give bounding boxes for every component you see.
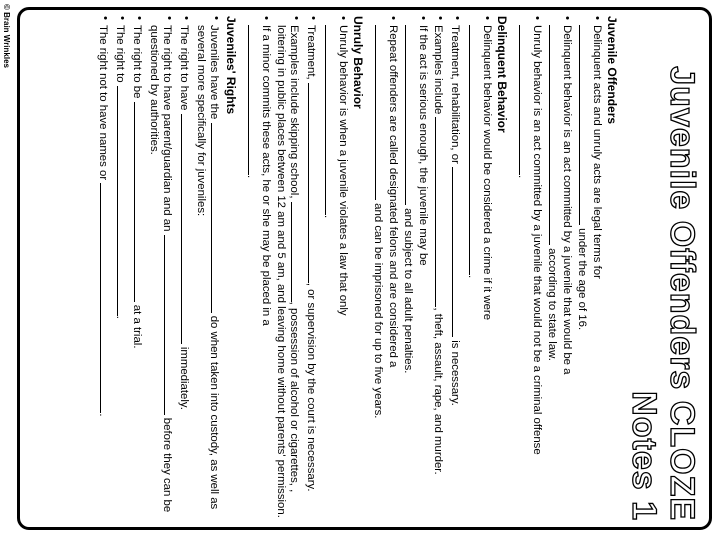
fill-blank[interactable] <box>325 25 336 215</box>
list-item: • Delinquent behavior would be considered a crime if it were . <box>465 16 493 527</box>
list-item: • If a minor commits these acts, he or she may be placed in a . <box>244 16 272 527</box>
fill-blank[interactable] <box>291 202 302 302</box>
fill-blank[interactable] <box>117 86 128 316</box>
worksheet-frame <box>17 7 712 530</box>
list-item: • Examples include skipping school, , possession of alcohol or cigarettes, , loitering in public places between 12 am and 5 am, and leaving home without parents' permission. <box>274 16 302 527</box>
list-item: • Juveniles have the do when taken into custody, as well as several more specifically for juveniles: <box>194 16 222 527</box>
fill-blank[interactable] <box>248 25 259 175</box>
fill-blank[interactable] <box>435 117 446 307</box>
list-item: • Delinquent behavior is an act committed by a juvenile that would be a according to state law. <box>545 16 573 527</box>
fill-blank[interactable] <box>405 25 416 205</box>
worksheet-title: Juvenile Offenders CLOZE Notes 1 <box>625 66 701 521</box>
section-heading: Juveniles' Rights <box>224 16 238 115</box>
section-heading: Delinquent Behavior <box>495 16 509 133</box>
list-item: • Delinquent acts and unruly acts are legal terms for under the age of 16. <box>575 16 603 527</box>
fill-blank[interactable] <box>579 25 590 225</box>
fill-blank[interactable] <box>469 25 480 275</box>
list-item: • Treatment, , or supervision by the court is necessary. <box>304 16 319 527</box>
list-item: • The right to have parent/guardian and an before they can be questioned by authorities. <box>147 16 175 527</box>
list-item: • Examples include , theft, assault, rape, and murder. <box>431 16 446 527</box>
fill-blank[interactable] <box>211 123 222 313</box>
section-unruly-behavior <box>244 16 365 527</box>
worksheet-content <box>17 10 709 530</box>
fill-blank[interactable] <box>375 25 386 200</box>
list-item: • Unruly behavior is an act committed by a juvenile that would not be a criminal offense . <box>515 16 543 527</box>
section-heading: Unruly Behavior <box>351 16 365 109</box>
fill-blank[interactable] <box>100 183 111 413</box>
copyright-text: © Brain Wrinkles <box>2 4 11 68</box>
section-heading: Juvenile Offenders <box>605 16 619 125</box>
fill-blank[interactable] <box>549 25 560 245</box>
list-item: • The right to be at a trial. <box>130 16 145 527</box>
list-item: • Treatment, rehabilitation, or is necessary. <box>448 16 463 527</box>
fill-blank[interactable] <box>134 102 145 302</box>
list-item: • Unruly behavior is when a juvenile violates a law that only . <box>321 16 349 527</box>
section-juveniles-rights <box>96 16 238 527</box>
section-delinquent-behavior <box>371 16 509 527</box>
fill-blank[interactable] <box>164 235 175 415</box>
section-juvenile-offenders <box>515 16 619 527</box>
list-item: • The right to . <box>113 16 128 527</box>
list-item: • If the act is serious enough, the juvenile may be and subject to all adult penalties. <box>401 16 429 527</box>
fill-blank[interactable] <box>308 83 319 283</box>
copyright-strip <box>0 0 14 540</box>
list-item: • The right to have immediately. <box>177 16 192 527</box>
fill-blank[interactable] <box>452 167 463 337</box>
fill-blank[interactable] <box>181 114 192 344</box>
fill-blank[interactable] <box>519 25 530 175</box>
list-item: • Repeat offenders are called designated felons and are considered a and can be imprisoned for up to five years. <box>371 16 399 527</box>
list-item: • The right not to have names or . <box>96 16 111 527</box>
